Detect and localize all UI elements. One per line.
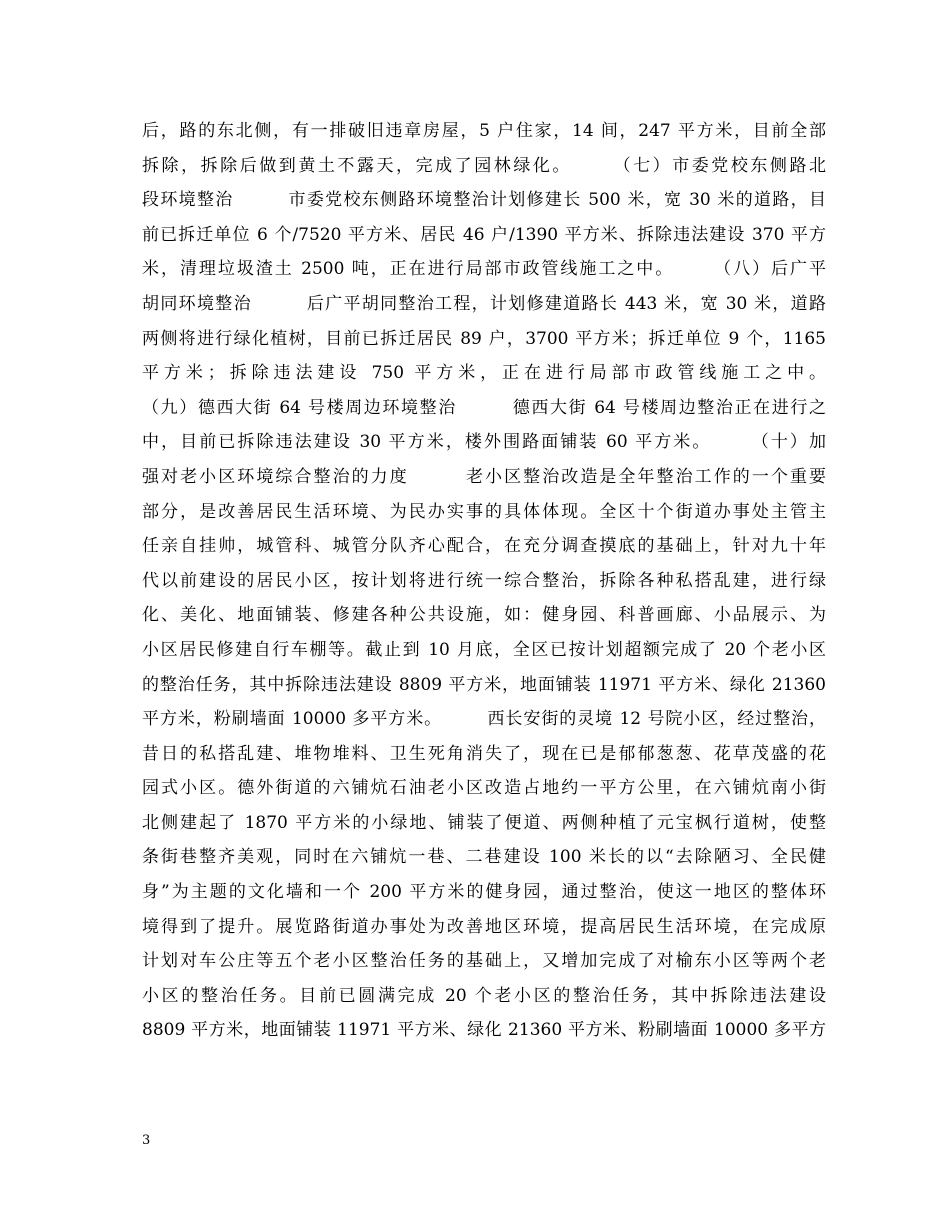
text-line: 米，清理垃圾渣土 2500 吨，正在进行局部市政管线施工之中。 （八）后广平 [142,259,826,280]
text-line: 拆除，拆除后做到黄土不露天，完成了园林绿化。 （七）市委党校东侧路北 [142,155,826,176]
text-line: 小区居民修建自行车棚等。截止到 10 月底，全区已按计划超额完成了 20 个老小区 [142,639,826,660]
text-line: 8809 平方米，地面铺装 11971 平方米、绿化 21360 平方米、粉刷墙面 10000 多平方 [142,1020,826,1041]
text-line: 昔日的私搭乱建、堆物堆料、卫生死角消失了，现在已是郁郁葱葱、花草茂盛的花 [142,743,826,764]
text-line: 计划对车公庄等五个老小区整治任务的基础上，又增加完成了对榆东小区等两个老 [142,951,826,972]
text-line: 境得到了提升。展览路街道办事处为改善地区环境，提高居民生活环境，在完成原 [142,916,826,937]
text-line: 中，目前已拆除违法建设 30 平方米，楼外围路面铺装 60 平方米。 （十）加 [142,432,826,453]
text-line: 身”为主题的文化墙和一个 200 平方米的健身园，通过整治，使这一地区的整体环 [142,882,826,903]
text-line: 任亲自挂帅，城管科、城管分队齐心配合，在充分调查摸底的基础上，针对九十年 [142,536,826,557]
text-line: 段环境整治 市委党校东侧路环境整治计划修建长 500 米，宽 30 米的道路，目 [142,190,826,211]
text-line: （九）德西大街 64 号楼周边环境整治 德西大街 64 号楼周边整治正在进行之 [142,397,826,418]
text-line: 部分，是改善居民生活环境、为民办实事的具体体现。全区十个街道办事处主管主 [142,501,826,522]
text-line: 小区的整治任务。目前已圆满完成 20 个老小区的整治任务，其中拆除违法建设 [142,985,826,1006]
text-line: 平方米；拆除违法建设 750 平方米，正在进行局部市政管线施工之中。 [142,363,826,384]
text-line: 代以前建设的居民小区，按计划将进行统一综合整治，拆除各种私搭乱建，进行绿 [142,570,826,591]
text-line: 北侧建起了 1870 平方米的小绿地、铺装了便道、两侧种植了元宝枫行道树，使整 [142,812,826,833]
text-line: 的整治任务，其中拆除违法建设 8809 平方米，地面铺装 11971 平方米、绿化 21360 [142,674,826,695]
text-line: 前已拆迁单位 6 个/7520 平方米、居民 46 户/1390 平方米、拆除违法建设 370 平方 [142,224,826,245]
text-line: 强对老小区环境综合整治的力度 老小区整治改造是全年整治工作的一个重要 [142,466,826,487]
text-line: 后，路的东北侧，有一排破旧违章房屋，5 户住家，14 间，247 平方米，目前全部 [142,121,826,141]
page-number: 3 [142,1133,151,1148]
text-line: 平方米，粉刷墙面 10000 多平方米。 西长安街的灵境 12 号院小区，经过整治， [142,709,826,730]
text-line: 条街巷整齐美观，同时在六铺炕一巷、二巷建设 100 米长的以“去除陋习、全民健 [142,847,826,868]
text-line: 化、美化、地面铺装、修建各种公共设施，如：健身园、科普画廊、小品展示、为 [142,605,826,626]
body-text [142,114,826,1048]
text-line: 胡同环境整治 后广平胡同整治工程，计划修建道路长 443 米，宽 30 米，道路 [142,293,826,314]
text-line: 园式小区。德外街道的六铺炕石油老小区改造占地约一平方公里，在六铺炕南小街 [142,778,826,799]
text-line: 两侧将进行绿化植树，目前已拆迁居民 89 户，3700 平方米；拆迁单位 9 个，1165 [142,328,826,349]
